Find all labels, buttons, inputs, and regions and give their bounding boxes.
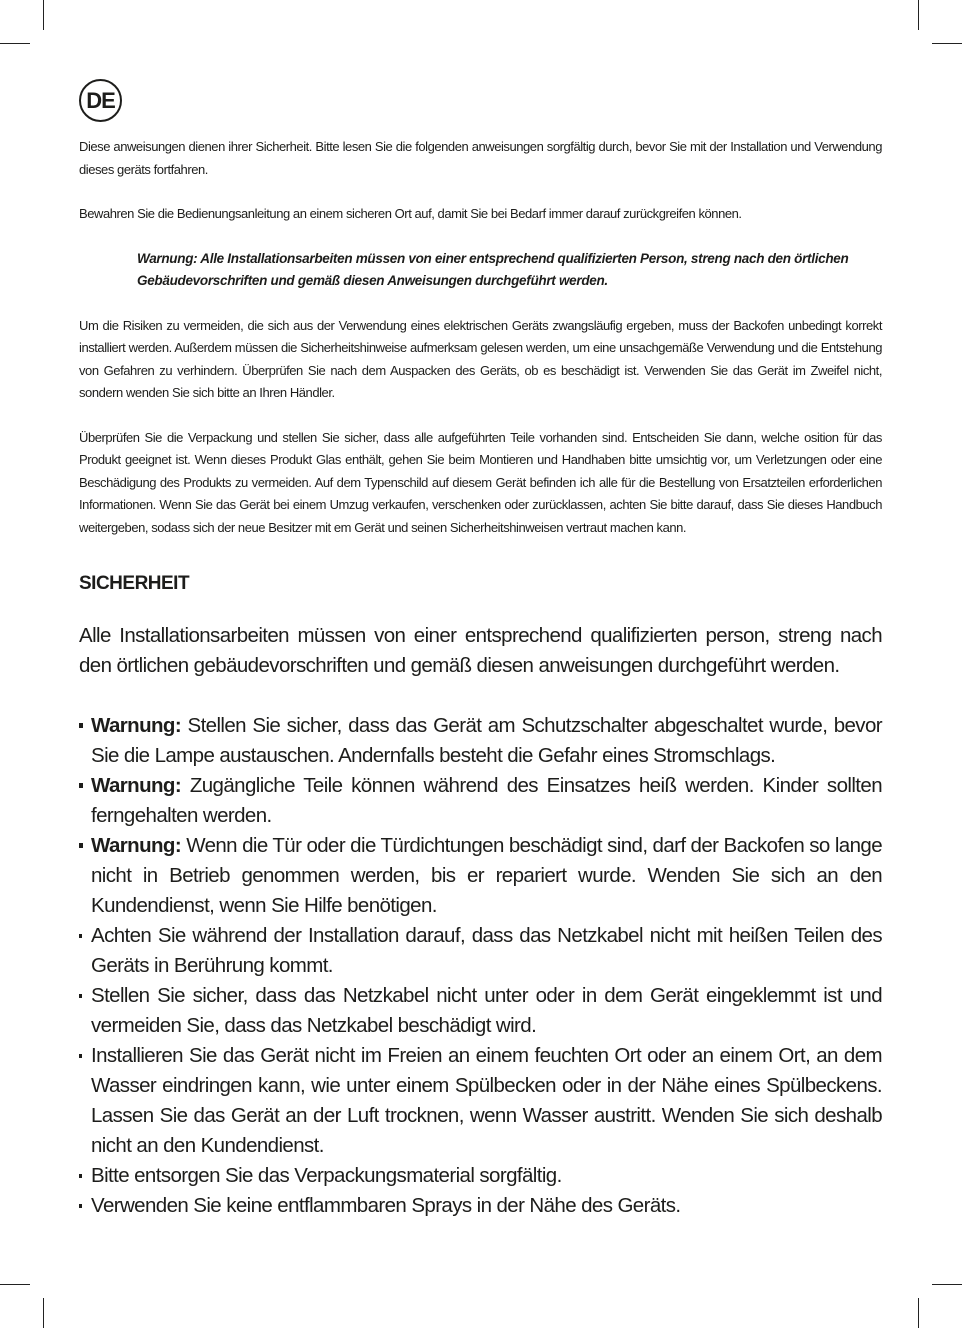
- list-item: [79, 771, 882, 831]
- crop-mark-top-left-h: [0, 43, 30, 44]
- risk-paragraph: Um die Risiken zu vermeiden, die sich aus der Verwendung eines elektrischen Geräts zwangsläufig ergeben, muss der Backofen unbedingt korrekt installiert werden. Außerdem müssen die Sicherheitshinweise aufmerksam gelesen werden, um eine unsachgemäße Verwendung und die Entstehung von Gefahren zu verhindern. Überprüfen Sie nach dem Auspacken des Geräts, ob es beschädigt ist. Verwenden Sie das Gerät im Zweifel nicht, sondern wenden Sie sich bitte an Ihren Händler.: [79, 317, 882, 400]
- safety-list: [79, 711, 882, 1221]
- list-item: [79, 711, 882, 771]
- section-title: SICHERHEIT: [79, 573, 190, 594]
- crop-mark-bottom-left-h: [0, 1284, 30, 1285]
- list-item: [79, 1041, 882, 1161]
- list-item-text: Stellen Sie sicher, dass das Netzkabel nicht unter oder in dem Gerät eingeklemmt ist und vermeiden Sie, dass das Netzkabel beschädigt wird.: [91, 984, 882, 1037]
- list-item: [79, 831, 882, 921]
- bullet-icon: [79, 1174, 82, 1178]
- list-item-text: Stellen Sie sicher, dass das Gerät am Schutzschalter abgeschaltet wurde, bevor Sie die Lampe austauschen. Andernfalls besteht die Gefahr eines Stromschlags.: [91, 714, 882, 767]
- page-content: [79, 136, 882, 1221]
- list-item-text: Verwenden Sie keine entflammbaren Sprays in der Nähe des Geräts.: [91, 1194, 681, 1217]
- list-item-text: Installieren Sie das Gerät nicht im Freien an einem feuchten Ort oder an einem Ort, an dem Wasser eindringen kann, wie unter einem Spülbecken oder in der Nähe eines Spülbeckens. Lassen Sie das Gerät an der Luft trocknen, wenn Wasser austritt. Wenden Sie sich deshalb nicht an den Kundendienst.: [91, 1044, 882, 1157]
- list-item-text: Wenn die Tür oder die Türdichtungen beschädigt sind, darf der Backofen so lange nicht in Betrieb genommen werden, bis er repariert wurde. Wenden Sie sich an den Kundendienst, wenn Sie Hilfe benötigen.: [91, 834, 882, 917]
- installation-warning: Warnung: Alle Installationsarbeiten müssen von einer entsprechend qualifizierten Person, streng nach den örtlichen Gebäudevorschriften und gemäß diesen Anweisungen durchgeführt werden.: [137, 250, 849, 288]
- crop-mark-top-right: [918, 0, 919, 30]
- list-item-text: Bitte entsorgen Sie das Verpackungsmaterial sorgfältig.: [91, 1164, 562, 1187]
- list-item-text: Achten Sie während der Installation darauf, dass das Netzkabel nicht mit heißen Teilen des Geräts in Berührung kommt.: [91, 924, 882, 977]
- intro-paragraph-2: Bewahren Sie die Bedienungsanleitung an einem sicheren Ort auf, damit Sie bei Bedarf immer darauf zurückgreifen können.: [79, 206, 742, 221]
- bullet-icon: [79, 783, 83, 788]
- warning-label: Warnung:: [91, 774, 182, 797]
- crop-mark-bottom-right: [918, 1298, 919, 1328]
- packaging-paragraph: Überprüfen Sie die Verpackung und stellen Sie sicher, dass alle aufgeführten Teile vorhanden sind. Entscheiden Sie dann, welche osition für das Produkt geeignet ist. Wenn dieses Produkt Glas enthält, gehen Sie beim Montieren und Handhaben bitte umsichtig vor, um Verletzungen oder eine Beschädigung des Produkts zu vermeiden. Auf dem Typenschild auf diesem Gerät befinden ich alle für die Bestellung von Ersatzteilen erforderlichen Informationen. Wenn Sie das Gerät bei einem Umzug verkaufen, verschenken oder zurücklassen, achten Sie bitte darauf, dass Sie dieses Handbuch weitergeben, sodass sich der neue Besitzer mit em Gerät und seinen Sicherheitshinweisen vertraut machen kann.: [79, 429, 882, 535]
- crop-mark-bottom-left: [43, 1298, 44, 1328]
- bullet-icon: [79, 934, 82, 938]
- bullet-icon: [79, 994, 82, 998]
- warning-label: Warnung:: [91, 834, 182, 857]
- language-badge: DE: [79, 79, 122, 122]
- crop-mark-bottom-right-h: [932, 1284, 962, 1285]
- list-item: [79, 1161, 882, 1191]
- bullet-icon: [79, 1054, 82, 1058]
- intro-paragraph-1: Diese anweisungen dienen ihrer Sicherheit. Bitte lesen Sie die folgenden anweisungen sorgfältig durch, bevor Sie mit der Installation und Verwendung dieses geräts fortfahren.: [79, 139, 882, 177]
- list-item: [79, 921, 882, 981]
- list-item: [79, 981, 882, 1041]
- crop-mark-top-left: [43, 0, 44, 30]
- list-item: [79, 1191, 882, 1221]
- section-lead: Alle Installationsarbeiten müssen von einer entsprechend qualifizierten person, streng nach den örtlichen gebäudevorschriften und gemäß diesen anweisungen durchgeführt werden.: [79, 624, 882, 677]
- warning-label: Warnung:: [91, 714, 182, 737]
- bullet-icon: [79, 1204, 82, 1208]
- crop-mark-top-right-h: [932, 43, 962, 44]
- bullet-icon: [79, 843, 83, 848]
- bullet-icon: [79, 723, 83, 728]
- list-item-text: Zugängliche Teile können während des Einsatzes heiß werden. Kinder sollten ferngehalten werden.: [91, 774, 882, 827]
